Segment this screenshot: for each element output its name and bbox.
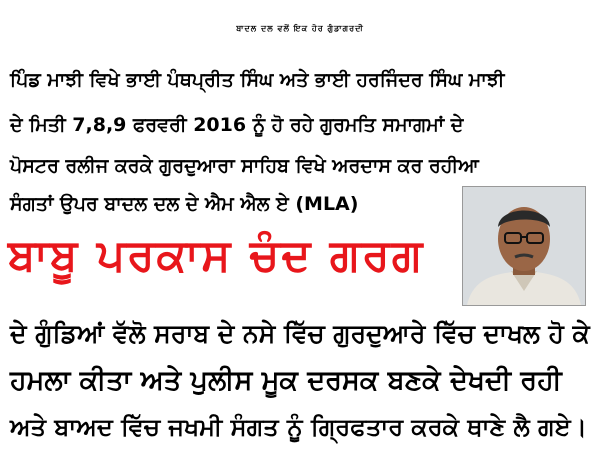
intro-line-3: ਪੋਸਟਰ ਰਲੀਜ ਕਰਕੇ ਗੁਰਦੁਆਰਾ ਸਾਹਿਬ ਵਿਖੇ ਅਰਦਾਸ ਕਰ ਰਹੀਆ [10,155,479,177]
person-photo [462,186,586,306]
body-line-1: ਦੇ ਗੁੰਡਿਆਂ ਵੱਲੋ ਸਰਾਬ ਦੇ ਨਸੇ ਵਿੱਚ ਗੁਰਦੁਆਰੇ ਵਿੱਚ ਦਾਖਲ ਹੋ ਕੇ [10,319,590,348]
body-line-3: ਅਤੇ ਬਾਅਦ ਵਿੱਚ ਜਖਮੀ ਸੰਗਤ ਨੂੰ ਗ੍ਰਿਫਤਾਰ ਕਰਕੇ ਥਾਣੇ ਲੈ ਗਏ। [10,413,587,441]
person-name: ਬਾਬੂ ਪਰਕਾਸ ਚੰਦ ਗਰਗ [8,230,425,281]
body-line-2: ਹਮਲਾ ਕੀਤਾ ਅਤੇ ਪੁਲੀਸ ਮੂਕ ਦਰਸਕ ਬਣਕੇ ਦੇਖਦੀ ਰਹੀ [10,365,562,396]
intro-line-4: ਸੰਗਤਾਂ ਉਪਰ ਬਾਦਲ ਦਲ ਦੇ ਐਮ ਐਲ ਏ (MLA) [10,193,359,215]
headline: ਬਾਦਲ ਦਲ ਵਲੋਂ ਇਕ ਹੋਰ ਗੁੰਡਾਗਰਦੀ [236,24,364,33]
intro-line-2: ਦੇ ਮਿਤੀ 7,8,9 ਫਰਵਰੀ 2016 ਨੂੰ ਹੋ ਰਹੇ ਗੁਰਮਤਿ ਸਮਾਗਮਾਂ ਦੇ [10,114,464,136]
intro-line-1: ਪਿੰਡ ਮਾਝੀ ਵਿਖੇ ਭਾਈ ਪੰਥਪ੍ਰੀਤ ਸਿੰਘ ਅਤੇ ਭਾਈ ਹਰਜਿੰਦਰ ਸਿੰਘ ਮਾਝੀ [10,69,505,91]
portrait-illustration [463,187,585,305]
